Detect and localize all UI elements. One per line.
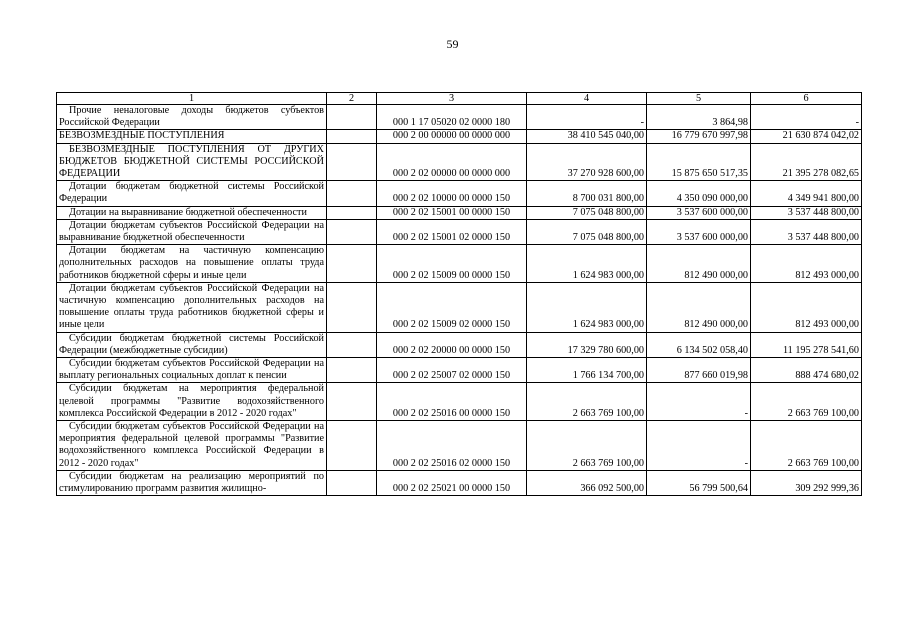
row-plan: 17 329 780 600,00 bbox=[527, 332, 647, 357]
table-row bbox=[57, 181, 862, 206]
column-number: 4 bbox=[527, 93, 647, 105]
row-plan: 2 663 769 100,00 bbox=[527, 383, 647, 421]
row-rest: - bbox=[751, 105, 862, 130]
row-plan: 38 410 545 040,00 bbox=[527, 130, 647, 143]
row-rest: 812 493 000,00 bbox=[751, 282, 862, 332]
row-exec: 812 490 000,00 bbox=[647, 282, 751, 332]
row-rest: 888 474 680,02 bbox=[751, 358, 862, 383]
row-name: Субсидии бюджетам на реализацию мероприятий по стимулированию программ развития жилищно- bbox=[57, 470, 327, 495]
row-code: 000 2 02 10000 00 0000 150 bbox=[377, 181, 527, 206]
row-name: БЕЗВОЗМЕЗДНЫЕ ПОСТУПЛЕНИЯ ОТ ДРУГИХ БЮДЖЕТОВ БЮДЖЕТНОЙ СИСТЕМЫ РОССИЙСКОЙ ФЕДЕРАЦИИ bbox=[57, 143, 327, 181]
table-row bbox=[57, 206, 862, 219]
row-exec: 16 779 670 997,98 bbox=[647, 130, 751, 143]
row-name: Субсидии бюджетам бюджетной системы Российской Федерации (межбюджетные субсидии) bbox=[57, 332, 327, 357]
row-code: 000 2 02 25007 02 0000 150 bbox=[377, 358, 527, 383]
table-row bbox=[57, 143, 862, 181]
row-admin bbox=[327, 219, 377, 244]
row-plan: 37 270 928 600,00 bbox=[527, 143, 647, 181]
row-rest: 21 630 874 042,02 bbox=[751, 130, 862, 143]
row-exec: 6 134 502 058,40 bbox=[647, 332, 751, 357]
row-rest: 4 349 941 800,00 bbox=[751, 181, 862, 206]
row-rest: 3 537 448 800,00 bbox=[751, 206, 862, 219]
row-name: Субсидии бюджетам субъектов Российской Федерации на мероприятия федеральной целевой программы "Развитие водохозяйственного комплекса Российской Федерации в 2012 - 2020 годах" bbox=[57, 421, 327, 471]
row-exec: 4 350 090 000,00 bbox=[647, 181, 751, 206]
row-admin bbox=[327, 130, 377, 143]
table-header bbox=[57, 93, 862, 105]
row-exec: 3 537 600 000,00 bbox=[647, 206, 751, 219]
table-row bbox=[57, 358, 862, 383]
row-rest: 2 663 769 100,00 bbox=[751, 383, 862, 421]
row-plan: 1 624 983 000,00 bbox=[527, 245, 647, 283]
table-row bbox=[57, 130, 862, 143]
row-name: Дотации бюджетам субъектов Российской Федерации на частичную компенсацию дополнительных расходов на повышение оплаты труда работников бюджетной сферы и иные цели bbox=[57, 282, 327, 332]
row-admin bbox=[327, 358, 377, 383]
row-code: 000 2 02 20000 00 0000 150 bbox=[377, 332, 527, 357]
row-rest: 21 395 278 082,65 bbox=[751, 143, 862, 181]
table-row bbox=[57, 332, 862, 357]
row-admin bbox=[327, 181, 377, 206]
row-admin bbox=[327, 282, 377, 332]
row-rest: 309 292 999,36 bbox=[751, 470, 862, 495]
column-number: 3 bbox=[377, 93, 527, 105]
row-plan: 7 075 048 800,00 bbox=[527, 206, 647, 219]
row-exec: - bbox=[647, 383, 751, 421]
row-admin bbox=[327, 206, 377, 219]
row-exec: 15 875 650 517,35 bbox=[647, 143, 751, 181]
row-plan: 1 766 134 700,00 bbox=[527, 358, 647, 383]
table-row bbox=[57, 219, 862, 244]
row-rest: 3 537 448 800,00 bbox=[751, 219, 862, 244]
row-name: Дотации на выравнивание бюджетной обеспеченности bbox=[57, 206, 327, 219]
table-row bbox=[57, 383, 862, 421]
budget-table bbox=[56, 92, 862, 496]
row-code: 000 2 02 15009 00 0000 150 bbox=[377, 245, 527, 283]
row-code: 000 2 02 25016 02 0000 150 bbox=[377, 421, 527, 471]
table-row bbox=[57, 245, 862, 283]
row-plan: 1 624 983 000,00 bbox=[527, 282, 647, 332]
row-name: Субсидии бюджетам на мероприятия федеральной целевой программы "Развитие водохозяйственного комплекса Российской Федерации в 2012 - 2020 годах" bbox=[57, 383, 327, 421]
row-name: БЕЗВОЗМЕЗДНЫЕ ПОСТУПЛЕНИЯ bbox=[57, 130, 327, 143]
row-name: Дотации бюджетам субъектов Российской Федерации на выравнивание бюджетной обеспеченности bbox=[57, 219, 327, 244]
row-exec: 877 660 019,98 bbox=[647, 358, 751, 383]
row-exec: 812 490 000,00 bbox=[647, 245, 751, 283]
row-rest: 11 195 278 541,60 bbox=[751, 332, 862, 357]
row-code: 000 2 02 15001 02 0000 150 bbox=[377, 219, 527, 244]
column-number: 6 bbox=[751, 93, 862, 105]
row-code: 000 2 02 25016 00 0000 150 bbox=[377, 383, 527, 421]
row-exec: 56 799 500,64 bbox=[647, 470, 751, 495]
row-admin bbox=[327, 421, 377, 471]
row-exec: - bbox=[647, 421, 751, 471]
row-name: Дотации бюджетам на частичную компенсацию дополнительных расходов на повышение оплаты труда работников бюджетной сферы и иные цели bbox=[57, 245, 327, 283]
table-row bbox=[57, 470, 862, 495]
row-admin bbox=[327, 245, 377, 283]
row-rest: 2 663 769 100,00 bbox=[751, 421, 862, 471]
row-admin bbox=[327, 383, 377, 421]
row-code: 000 2 02 00000 00 0000 000 bbox=[377, 143, 527, 181]
table-row bbox=[57, 421, 862, 471]
row-rest: 812 493 000,00 bbox=[751, 245, 862, 283]
column-number: 1 bbox=[57, 93, 327, 105]
row-name: Дотации бюджетам бюджетной системы Российской Федерации bbox=[57, 181, 327, 206]
column-number: 5 bbox=[647, 93, 751, 105]
page-number: 59 bbox=[446, 37, 459, 51]
row-code: 000 2 02 15009 02 0000 150 bbox=[377, 282, 527, 332]
row-admin bbox=[327, 332, 377, 357]
row-code: 000 1 17 05020 02 0000 180 bbox=[377, 105, 527, 130]
row-name: Прочие неналоговые доходы бюджетов субъектов Российской Федерации bbox=[57, 105, 327, 130]
row-plan: - bbox=[527, 105, 647, 130]
row-exec: 3 864,98 bbox=[647, 105, 751, 130]
row-plan: 366 092 500,00 bbox=[527, 470, 647, 495]
table-row bbox=[57, 105, 862, 130]
row-exec: 3 537 600 000,00 bbox=[647, 219, 751, 244]
row-code: 000 2 02 15001 00 0000 150 bbox=[377, 206, 527, 219]
row-admin bbox=[327, 105, 377, 130]
row-code: 000 2 00 00000 00 0000 000 bbox=[377, 130, 527, 143]
row-code: 000 2 02 25021 00 0000 150 bbox=[377, 470, 527, 495]
row-plan: 8 700 031 800,00 bbox=[527, 181, 647, 206]
row-admin bbox=[327, 143, 377, 181]
row-plan: 7 075 048 800,00 bbox=[527, 219, 647, 244]
row-admin bbox=[327, 470, 377, 495]
row-name: Субсидии бюджетам субъектов Российской Федерации на выплату региональных социальных доплат к пенсии bbox=[57, 358, 327, 383]
row-plan: 2 663 769 100,00 bbox=[527, 421, 647, 471]
table-row bbox=[57, 282, 862, 332]
column-number: 2 bbox=[327, 93, 377, 105]
